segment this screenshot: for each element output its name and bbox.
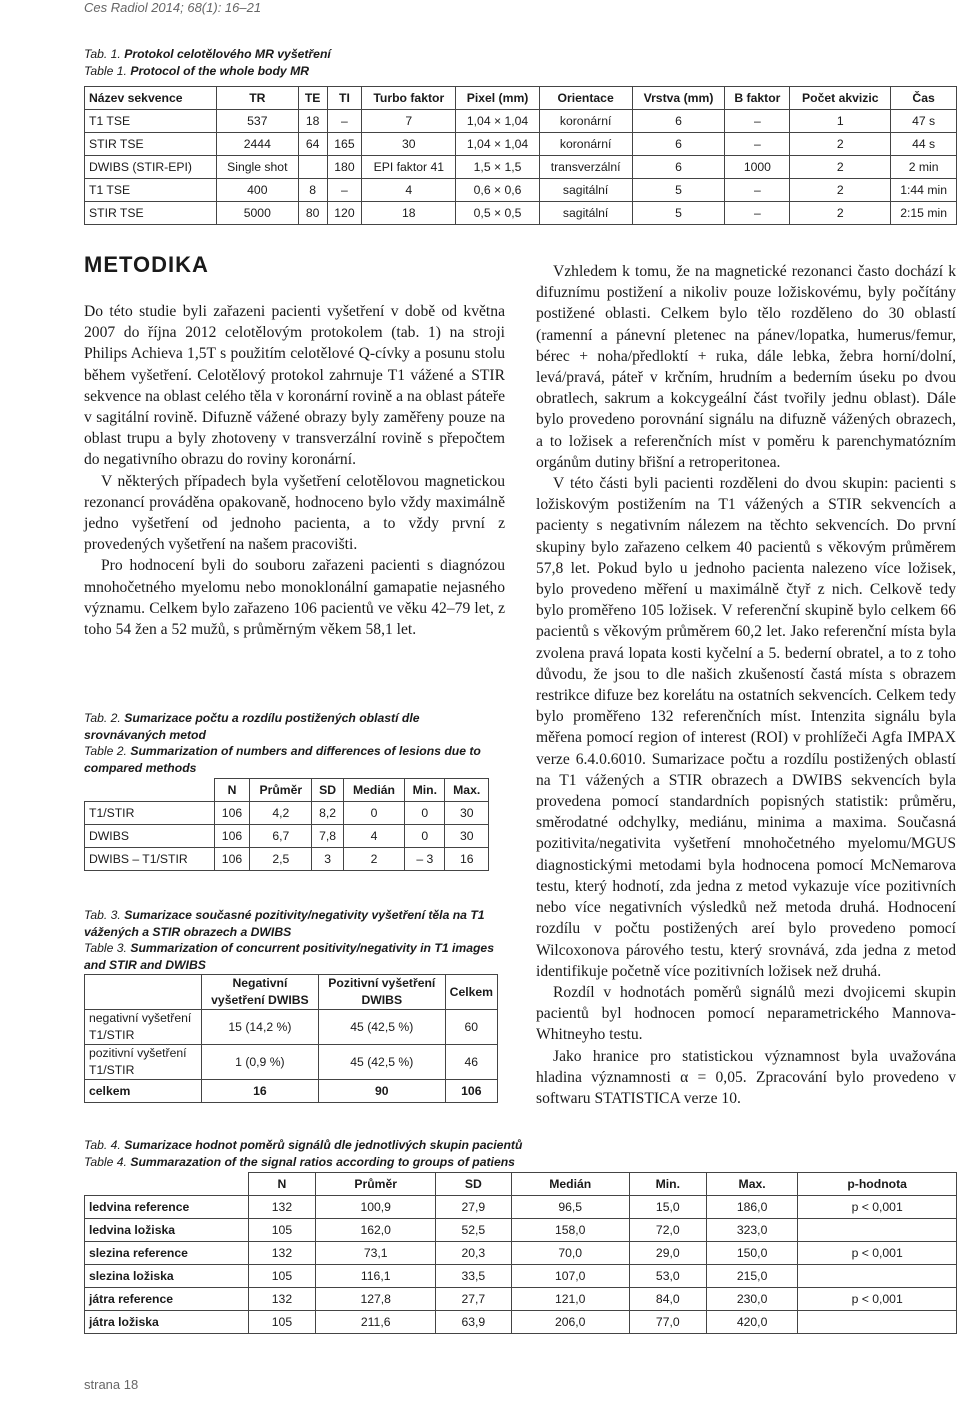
table2-cell: 0	[405, 825, 445, 848]
table1-cell: 1,04 × 1,04	[456, 110, 539, 133]
table4-cell: 215,0	[706, 1265, 797, 1288]
table4-cell: 150,0	[706, 1242, 797, 1265]
table1-header: Pixel (mm)	[456, 87, 539, 110]
table4-header-row	[85, 1173, 957, 1196]
table2	[84, 778, 489, 871]
table2-header-row	[85, 779, 489, 802]
table4-header: N	[248, 1173, 316, 1196]
paragraph: V některých případech byla vyšetření celotělovou magnetickou rezonancí prováděna opakovaně, hodnoceno bylo vždy maximálně jedno vyšetření od jednoho pacienta, a to vždy první z provedených vyšetření na našem pracovišti.	[84, 472, 505, 554]
table1-row	[85, 202, 957, 225]
table4-cell: 420,0	[706, 1311, 797, 1334]
table1-cell: STIR TSE	[85, 202, 217, 225]
table1-cell: 537	[216, 110, 298, 133]
table4-cell: 77,0	[629, 1311, 706, 1334]
table1-cell: 2	[790, 179, 891, 202]
table4-cell: 158,0	[511, 1219, 629, 1242]
table4-cell: 132	[248, 1288, 316, 1311]
table4-header: SD	[435, 1173, 511, 1196]
table2-cell: 4,2	[250, 802, 312, 825]
table1-cell: koronární	[539, 110, 632, 133]
table1-header: Vrstva (mm)	[632, 87, 725, 110]
table1-cell: –	[725, 202, 790, 225]
table2-header: N	[214, 779, 249, 802]
table3-row	[85, 1010, 498, 1045]
table4-cell: 132	[248, 1196, 316, 1219]
table1-cell: 1,04 × 1,04	[456, 133, 539, 156]
table1-cell: 18	[362, 202, 456, 225]
table1-cell: T1 TSE	[85, 179, 217, 202]
paragraph: Do této studie byli zařazeni pacienti vyšetření v době od května 2007 do října 2012 celotělovým protokolem (tab. 1) na stroji Philips Achieva 1,5T s použitím celotělové Q-cívky a posunu stolu během vyšetření. Celotělový protokol zahrnuje T1 vážené a STIR sekvence na oblast celého těla v koronární rovině a na oblast páteře v sagitální rovině. Difuzně vážené obrazy byly zaměřeny pouze na oblast trupu a byly zhotoveny v transverzální rovině s přepočtem do negativního obrazu do roviny koronární.	[84, 303, 505, 469]
table4-header: Průměr	[316, 1173, 436, 1196]
table1-header: Orientace	[539, 87, 632, 110]
table3	[84, 974, 498, 1103]
table4-row	[85, 1311, 957, 1334]
table1-cell: 6	[632, 133, 725, 156]
table2-header: Max.	[445, 779, 489, 802]
table3-cell: 15 (14,2 %)	[201, 1010, 318, 1045]
table4-cell: 53,0	[629, 1265, 706, 1288]
table3-cell: 90	[318, 1080, 445, 1103]
table1-cell	[298, 156, 327, 179]
table3-row	[85, 1080, 498, 1103]
paragraph: V této části byli pacienti rozděleni do dvou skupin: pacienti s ložiskovým postižením na T1 vážených a STIR sekvencích a pacienty s negativním nálezem na těchto sekvencích. Do první skupiny bylo zařazeno celkem 40 pacientů s věkovým průměrem 57,8 let. Pokud bylo u jednoho pacienta nalezeno více ložisek, bylo provedeno měření u maximálně čtyř z nich. Celkově tedy bylo proměřeno 105 ložisek. V referenční skupině bylo celkem 66 pacientů s věkovým průměrem 60,2 let. Jako referenční místa byla zvolena pravá lopata kosti kyčelní a 5. bederní obratel, a to z toho důvodu, že jsou to dle našich zkušeností častá místa s obrazem restrikce difuze bez korelátu na ostatních sekvencích. Celkem tedy bylo proměřeno 132 referenčních míst. Intenzita signálu byla měřena pomocí region of interest (ROI) v prohlížeči Agfa IMPAX verze 6.4.0.6010. Sumarizace počtu a rozdílu postižených oblastí na T1 vážených a STIR obrazech a DWIBS sekvencích byla provedena pomocí standardních popisných statistik: průměru, směrodatné odchylky, mediánu, minima a maxima. Současná pozitivita/negativita vyšetření mnohočetného myelomu/MGUS diagnostickými metodami byla hodnocena pomocí McNemarova testu, který hodnotí, zda jedna z metod vykazuje více pozitivních nebo více negativních výsledků než metoda druhá. Hodnocení rozdílu v počtu postižených areí bylo provedeno pomocí Wilcoxonova párového testu, který srovnává, zda jedna z metod identifikuje početně více pozitivních ložisek než druhá.	[536, 475, 956, 980]
table2-header: Medián	[343, 779, 404, 802]
paragraph: Rozdíl v hodnotách poměrů signálů mezi dvojicemi skupin pacientů byl hodnocen pomocí neparametrického Mannova-Whitneyho testu.	[536, 983, 956, 1044]
table1-cell: sagitální	[539, 202, 632, 225]
running-header: Ces Radiol 2014; 68(1): 16–21	[84, 0, 262, 15]
table3-caption-en-prefix: Table 3.	[84, 941, 131, 955]
table3-body	[85, 1010, 498, 1103]
table4-cell: 230,0	[706, 1288, 797, 1311]
table2-caption-cz-prefix: Tab. 2.	[84, 711, 125, 725]
table1-cell: 2	[790, 202, 891, 225]
table4-cell: ledvina ložiska	[85, 1219, 249, 1242]
table4-body	[85, 1196, 957, 1334]
table4-cell: 33,5	[435, 1265, 511, 1288]
table2-row	[85, 848, 489, 871]
table2-caption-en-prefix: Table 2.	[84, 744, 131, 758]
table4-cell: ledvina reference	[85, 1196, 249, 1219]
table1-cell: –	[725, 110, 790, 133]
table3-cell: 1 (0,9 %)	[201, 1045, 318, 1080]
table4-cell: játra reference	[85, 1288, 249, 1311]
table1-cell: 165	[327, 133, 362, 156]
table1-header: Počet akvizic	[790, 87, 891, 110]
table2-body	[85, 802, 489, 871]
table1-cell: Single shot	[216, 156, 298, 179]
table1-cell: 0,6 × 0,6	[456, 179, 539, 202]
table3-caption	[84, 907, 504, 973]
page-number: strana 18	[84, 1377, 139, 1392]
table4-cell: 27,7	[435, 1288, 511, 1311]
table1-cell: 0,5 × 0,5	[456, 202, 539, 225]
table4-cell: slezina ložiska	[85, 1265, 249, 1288]
paragraph: Pro hodnocení byli do souboru zařazeni pacienti s diagnózou mnohočetného myelomu nebo monoklonální gamapatie nejasného významu. Celkem bylo zařazeno 106 pacientů ve věku 42–79 let, z toho 54 žen a 52 mužů, s průměrným věkem 58,1 let.	[84, 557, 505, 639]
table2-cell: 2,5	[250, 848, 312, 871]
table4-header: p-hodnota	[798, 1173, 957, 1196]
table1-cell: –	[327, 110, 362, 133]
table4-caption	[84, 1137, 684, 1170]
table1-cell: 2 min	[891, 156, 957, 179]
table2-caption	[84, 710, 504, 776]
table3-caption-cz: Sumarizace současné pozitivity/negativity vyšetření těla na T1 vážených a STIR obrazech a DWIBS	[84, 908, 485, 939]
table1-header: Turbo faktor	[362, 87, 456, 110]
table2-cell: 6,7	[250, 825, 312, 848]
table1-cell: 2444	[216, 133, 298, 156]
table1-caption-cz: Protokol celotělového MR vyšetření	[124, 47, 331, 61]
paragraph: Jako hranice pro statistickou významnost byla uvažována hladina významnosti α = 0,05. Zpracování bylo provedeno v softwaru STATISTICA verze 10.	[536, 1047, 956, 1107]
table4-cell: 96,5	[511, 1196, 629, 1219]
table2-cell: DWIBS – T1/STIR	[85, 848, 215, 871]
table1-cell: transverzální	[539, 156, 632, 179]
table4-cell: 116,1	[316, 1265, 436, 1288]
table1-cell: 5000	[216, 202, 298, 225]
table1-cell: 1,5 × 1,5	[456, 156, 539, 179]
table4-cell	[798, 1219, 957, 1242]
table4-cell: 72,0	[629, 1219, 706, 1242]
table4-cell: 84,0	[629, 1288, 706, 1311]
table2-cell: 0	[343, 802, 404, 825]
table4-cell: 132	[248, 1242, 316, 1265]
table4-header: Medián	[511, 1173, 629, 1196]
table1	[84, 86, 957, 225]
table2-cell: 16	[445, 848, 489, 871]
table4-row	[85, 1196, 957, 1219]
table3-cell: 46	[445, 1045, 497, 1080]
table4-cell: 52,5	[435, 1219, 511, 1242]
paragraph: Vzhledem k tomu, že na magnetické rezonanci často dochází k difuznímu postižení a nikoliv pouze ložiskovému, byly počítány postižené oblasti. Celkem bylo tělo rozděleno do 30 oblastí (ramenní a pánevní pletenec na pánev/lopatka, humerus/femur, bérec + noha/předloktí + ruka, dále lebka, žebra horní/dolní, levá/pravá, páteř v krčním, hrudním a bederním úseku po dvou obratlech, sakrum a kokcygeální část tvořily jednu oblast). Dále bylo provedeno porovnání signálu na difuzně vážených obrazech, a to ložisek a referenčních míst v poměru k parenchymatózním orgánům dutiny břišní a retroperitonea.	[536, 263, 956, 471]
table1-header: TI	[327, 87, 362, 110]
table1-cell: koronární	[539, 133, 632, 156]
table4-header	[85, 1173, 249, 1196]
table2-caption-cz: Sumarizace počtu a rozdílu postižených oblastí dle srovnávaných metod	[84, 711, 420, 742]
table3-cell: pozitivní vyšetření T1/STIR	[85, 1045, 202, 1080]
table1-row	[85, 179, 957, 202]
table4	[84, 1172, 957, 1334]
table1-header: TE	[298, 87, 327, 110]
table3-cell: celkem	[85, 1080, 202, 1103]
table1-cell: 8	[298, 179, 327, 202]
table1-header: TR	[216, 87, 298, 110]
table4-cell: 105	[248, 1311, 316, 1334]
table2-cell: 4	[343, 825, 404, 848]
table1-cell: 47 s	[891, 110, 957, 133]
table4-row	[85, 1288, 957, 1311]
table4-header: Min.	[629, 1173, 706, 1196]
table4-row	[85, 1265, 957, 1288]
table1-cell: –	[327, 179, 362, 202]
table4-cell: 27,9	[435, 1196, 511, 1219]
table1-row	[85, 110, 957, 133]
table4-row	[85, 1242, 957, 1265]
table2-row	[85, 802, 489, 825]
table4-cell: slezina reference	[85, 1242, 249, 1265]
table4-cell: 29,0	[629, 1242, 706, 1265]
table1-cell: 18	[298, 110, 327, 133]
table2-cell: 106	[214, 825, 249, 848]
table1-cell: –	[725, 133, 790, 156]
table4-caption-cz-prefix: Tab. 4.	[84, 1138, 125, 1152]
table4-caption-en-prefix: Table 4.	[84, 1154, 131, 1169]
table1-cell: 120	[327, 202, 362, 225]
table2-header: Min.	[405, 779, 445, 802]
table1-header-row	[85, 87, 957, 110]
table2-cell: 106	[214, 848, 249, 871]
table1-cell: 30	[362, 133, 456, 156]
table1-cell: 1	[790, 110, 891, 133]
table4-caption-cz: Sumarizace hodnot poměrů signálů dle jednotlivých skupin pacientů	[124, 1138, 523, 1152]
table3-cell: 45 (42,5 %)	[318, 1010, 445, 1045]
table4-cell: 186,0	[706, 1196, 797, 1219]
table2-cell: 2	[343, 848, 404, 871]
table1-cell: 64	[298, 133, 327, 156]
table4-row	[85, 1219, 957, 1242]
table4-cell: 107,0	[511, 1265, 629, 1288]
table2-cell: 106	[214, 802, 249, 825]
table4-cell: 105	[248, 1265, 316, 1288]
table3-cell: 60	[445, 1010, 497, 1045]
table1-cell: 2	[790, 156, 891, 179]
table1-cell: 6	[632, 156, 725, 179]
table3-cell: 45 (42,5 %)	[318, 1045, 445, 1080]
table4-cell: 323,0	[706, 1219, 797, 1242]
table1-cell: 1:44 min	[891, 179, 957, 202]
table2-caption-en: Summarization of numbers and differences of lesions due to compared methods	[84, 744, 481, 775]
table4-header: Max.	[706, 1173, 797, 1196]
table2-cell: 3	[312, 848, 343, 871]
table1-cell: 5	[632, 202, 725, 225]
table4-cell: 70,0	[511, 1242, 629, 1265]
table2-header: Průměr	[250, 779, 312, 802]
table1-cell: 1000	[725, 156, 790, 179]
table3-header: Pozitivní vyšetření DWIBS	[318, 975, 445, 1010]
table3-caption-en: Summarization of concurrent positivity/negativity in T1 images and STIR and DWIBS	[84, 941, 494, 972]
table1-cell: 5	[632, 179, 725, 202]
table4-cell: játra ložiska	[85, 1311, 249, 1334]
table4-cell	[798, 1311, 957, 1334]
table2-row	[85, 825, 489, 848]
table4-cell: 20,3	[435, 1242, 511, 1265]
table3-row	[85, 1045, 498, 1080]
table1-cell: 4	[362, 179, 456, 202]
table1-row	[85, 156, 957, 179]
table4-cell: p < 0,001	[798, 1242, 957, 1265]
table1-cell: 2:15 min	[891, 202, 957, 225]
left-column-text	[84, 301, 505, 640]
table1-cell: 80	[298, 202, 327, 225]
table1-cell: sagitální	[539, 179, 632, 202]
table1-cell: –	[725, 179, 790, 202]
table1-cell: 7	[362, 110, 456, 133]
table1-caption	[84, 46, 331, 79]
table1-caption-en-prefix: Table 1.	[84, 63, 131, 78]
table2-cell: – 3	[405, 848, 445, 871]
table4-cell: 211,6	[316, 1311, 436, 1334]
table1-caption-cz-prefix: Tab. 1.	[84, 47, 125, 61]
section-heading: METODIKA	[84, 252, 209, 277]
table4-cell: 127,8	[316, 1288, 436, 1311]
table2-cell: DWIBS	[85, 825, 215, 848]
table4-cell: 121,0	[511, 1288, 629, 1311]
table1-cell: STIR TSE	[85, 133, 217, 156]
table2-cell: T1/STIR	[85, 802, 215, 825]
table1-body	[85, 110, 957, 225]
table3-header	[85, 975, 202, 1010]
table2-header	[85, 779, 215, 802]
table4-cell: 105	[248, 1219, 316, 1242]
table1-header: B faktor	[725, 87, 790, 110]
table2-header: SD	[312, 779, 343, 802]
right-column-text	[536, 261, 956, 1109]
table4-caption-en: Summarazation of the signal ratios according to groups of patiens	[130, 1154, 515, 1169]
table3-cell: 106	[445, 1080, 497, 1103]
table1-caption-en: Protocol of the whole body MR	[130, 63, 310, 78]
table4-cell: p < 0,001	[798, 1196, 957, 1219]
table1-cell: 6	[632, 110, 725, 133]
table4-cell: 162,0	[316, 1219, 436, 1242]
table4-cell: 63,9	[435, 1311, 511, 1334]
table3-header: Negativní vyšetření DWIBS	[201, 975, 318, 1010]
table2-cell: 30	[445, 802, 489, 825]
table4-cell	[798, 1265, 957, 1288]
table3-caption-cz-prefix: Tab. 3.	[84, 908, 125, 922]
table3-cell: 16	[201, 1080, 318, 1103]
table1-cell: 400	[216, 179, 298, 202]
table1-cell: 2	[790, 133, 891, 156]
table1-cell: 180	[327, 156, 362, 179]
table3-cell: negativní vyšetření T1/STIR	[85, 1010, 202, 1045]
table1-cell: T1 TSE	[85, 110, 217, 133]
table4-cell: 15,0	[629, 1196, 706, 1219]
table2-cell: 8,2	[312, 802, 343, 825]
table4-cell: 100,9	[316, 1196, 436, 1219]
table1-header: Čas	[891, 87, 957, 110]
table4-cell: 73,1	[316, 1242, 436, 1265]
table2-cell: 0	[405, 802, 445, 825]
table3-header: Celkem	[445, 975, 497, 1010]
table1-cell: 44 s	[891, 133, 957, 156]
table1-row	[85, 133, 957, 156]
table2-cell: 30	[445, 825, 489, 848]
table1-cell: DWIBS (STIR-EPI)	[85, 156, 217, 179]
table3-header-row	[85, 975, 498, 1010]
table4-cell: p < 0,001	[798, 1288, 957, 1311]
table4-cell: 206,0	[511, 1311, 629, 1334]
table2-cell: 7,8	[312, 825, 343, 848]
table1-header: Název sekvence	[85, 87, 217, 110]
table1-cell: EPI faktor 41	[362, 156, 456, 179]
